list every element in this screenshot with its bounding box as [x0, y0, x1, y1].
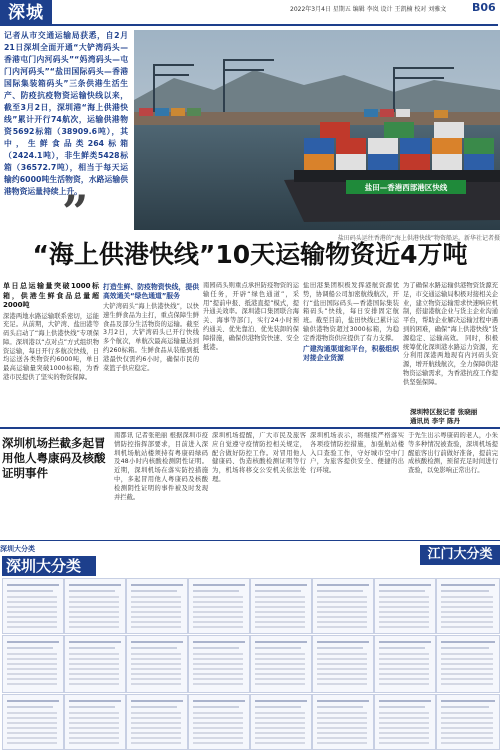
column-4-text: 盐田港集团积极发挥港航资源优势，协调船公司加密航线航次，开行“盐田国际码头—香港国际集装箱码头”快线，每日安排固定航班。截至目前，盐田快线已累计运输供港物资超过3000标箱，为稳定香港物资供应提供了有力支撑。 — [303, 282, 399, 342]
classified-ad — [250, 578, 312, 634]
classified-ad — [2, 635, 64, 693]
lower-column-3: 深圳机场表示，将继续严格落实各项疫情防控措施，加强航站楼入口查验工作，守好城市空中门户，为旅客提供安全、便捷的出行环境。 — [310, 432, 404, 475]
lower-article-title: 深圳机场拦截多起冒用他人粤康码及核酸证明事件 — [2, 436, 106, 480]
classified-ad — [250, 635, 312, 693]
column-5-text: 为了确保水路运输供港物资货源充足，市交通运输局积极对接相关企业，建立物资运输需求快速响应机制，搭建港航企业与货主企业沟通平台，帮助企业解决运输过程中遇到的困难，确保“海上供港快线”货源稳定、运输高效。 — [403, 282, 498, 342]
header-rule — [52, 24, 498, 26]
news-photo — [134, 30, 500, 230]
classified-right-title: 江门大分类 — [420, 545, 500, 565]
classified-ad — [188, 635, 250, 693]
classified-ad — [436, 578, 500, 634]
lower-column-4: 于先生出示粤康码的老人，小朱等多种情况被查验，深圳机场提醒旅客出行前做好准备，提前完成核酸检测，预留充足时间进行查验，以免影响正常出行。 — [408, 432, 498, 475]
classified-ad — [126, 635, 188, 693]
photo-caption: 盐田码头运往香港的“海上供港快线”物资船运。新华社记者摄 — [337, 235, 500, 242]
article-column-2 — [103, 282, 199, 424]
column-2-text: 大铲湾码头“海上供港快线”，以快速生鲜食品为主打，重点保障生鲜食品及部分生活物资的运输。截至3月2日，大铲湾码头已开行快线多个航次，单航次最高运输量达到约260标箱。生鲜食品从装船到抵港最快仅需约6小时，确保市民的菜篮子供应稳定。 — [103, 303, 199, 372]
classified-ad — [250, 694, 312, 750]
column-1-text: 深港两地水路运输联系密切，运能充足。从前期，大铲湾、盐田港等码头启动了“海上供港快线”专项保障。深圳港以“点对点”方式组织物资运输，每日开行多航次快线，日均运送各类物资约6000吨，单日最高运输量突破1000标箱，为香港市民提供了坚实的物资保障。 — [3, 312, 99, 382]
page-number: B06 — [472, 1, 496, 14]
section-name: 深城 — [0, 0, 52, 26]
headline: “海上供港快线”10天运输物资近4万吨 — [32, 240, 468, 269]
column-5b-text: 同时，积极统筹优化深圳港水路运力资源，充分利用深港两地现有内河码头资源，增开航线航次，全力保障供港物资运输需求，为香港抗疫工作提供坚强保障。 — [403, 334, 498, 386]
classified-divider — [0, 540, 500, 541]
classified-ad — [374, 578, 436, 634]
article-column-5 — [403, 282, 498, 404]
section-divider — [0, 427, 500, 429]
column-2-subhead: 打造生鲜、防疫物资快线，提供高效通关“绿色通道”服务 — [103, 283, 199, 300]
classified-ad — [188, 578, 250, 634]
article-column-4 — [303, 282, 399, 424]
article-column-1 — [3, 282, 99, 424]
header-meta: 2022年3月4日 星期五 编辑 李岚 设计 王凯楠 校对 刘雅文 — [290, 6, 447, 13]
port-ship-illustration — [134, 30, 500, 230]
column-1-kicker: 单日总运输量突破1000标箱，供港生鲜食品总量超2000吨 — [3, 282, 99, 309]
lead-paragraph: 记者从市交通运输局获悉，自2月21日深圳全面开通“大铲湾码头—香港屯门内河码头”“妈湾码头—屯门内河码头”“盐田国际码头—香港国际集装箱码头”三条供港生活生产、防疫抗疫物资运输快线以来，截至3月2日，深圳港“海上供港快线”累计开行74航次，运输供港物资5692标箱（38909.6吨），其中，生鲜食品类264标箱（2424.1吨），非生鲜类5428标箱（36572.7吨），相当于每天运输约6000吨生活物资，水路运输供港物资运量持续上升。 — [4, 31, 128, 196]
classified-logo: 深圳大分类 — [0, 545, 35, 553]
ship-banner-text: 盐田—香港西部港区快线 — [364, 183, 448, 192]
classified-ad — [312, 694, 374, 750]
classified-ad — [2, 694, 64, 750]
classified-ad — [436, 694, 500, 750]
lower-column-1: 南都讯 记者张艳丽 根据深圳市疫情防控指挥部要求，目前进入深圳机场航站楼须持有粤康码绿码及48小时内核酸检测阴性证明。近期，深圳机场在落实防控措施中，多起冒用他人粤康码及核酸检测阴性证明的事件被及时发现并拦截。 — [114, 432, 208, 501]
classified-ad — [64, 578, 126, 634]
classified-ad — [312, 578, 374, 634]
column-4-subhead: 广建沟通渠道和平台，积极组织对接企业货源 — [303, 344, 399, 362]
classified-ad — [188, 694, 250, 750]
column-3-text: 南园码头则重点承担防疫物资的运输任务，开辟“绿色通道”，采用“提前申报、抵港直提”模式，提升通关效率。深圳港口集团联合海关、海事等部门，实行24小时预约通关、优先靠泊、优先装卸的保障措施，确保供港物资快速、安全抵港。 — [203, 282, 299, 351]
classified-ad — [312, 635, 374, 693]
article-column-3 — [203, 282, 299, 424]
classified-ad — [2, 578, 64, 634]
byline: 深圳特区报记者 张晓丽 通讯员 李宇 陈丹 — [410, 408, 478, 425]
classified-ad — [436, 635, 500, 693]
lower-column-2: 深圳机场提醒，广大市民及旅客应自觉遵守疫情防控相关规定，配合做好防控工作。对冒用他人健康码、伪造核酸检测证明等行为，机场将移交公安机关依法处理。 — [212, 432, 306, 483]
classified-ad — [126, 578, 188, 634]
quote-mark-icon: ” — [62, 185, 89, 239]
classified-ad — [374, 635, 436, 693]
page-header — [0, 0, 500, 28]
classified-left-title: 深圳大分类 — [2, 556, 96, 576]
classified-ad — [374, 694, 436, 750]
classified-ad — [126, 694, 188, 750]
classified-ad — [64, 635, 126, 693]
classified-ads-grid — [0, 578, 500, 750]
classified-ad — [64, 694, 126, 750]
